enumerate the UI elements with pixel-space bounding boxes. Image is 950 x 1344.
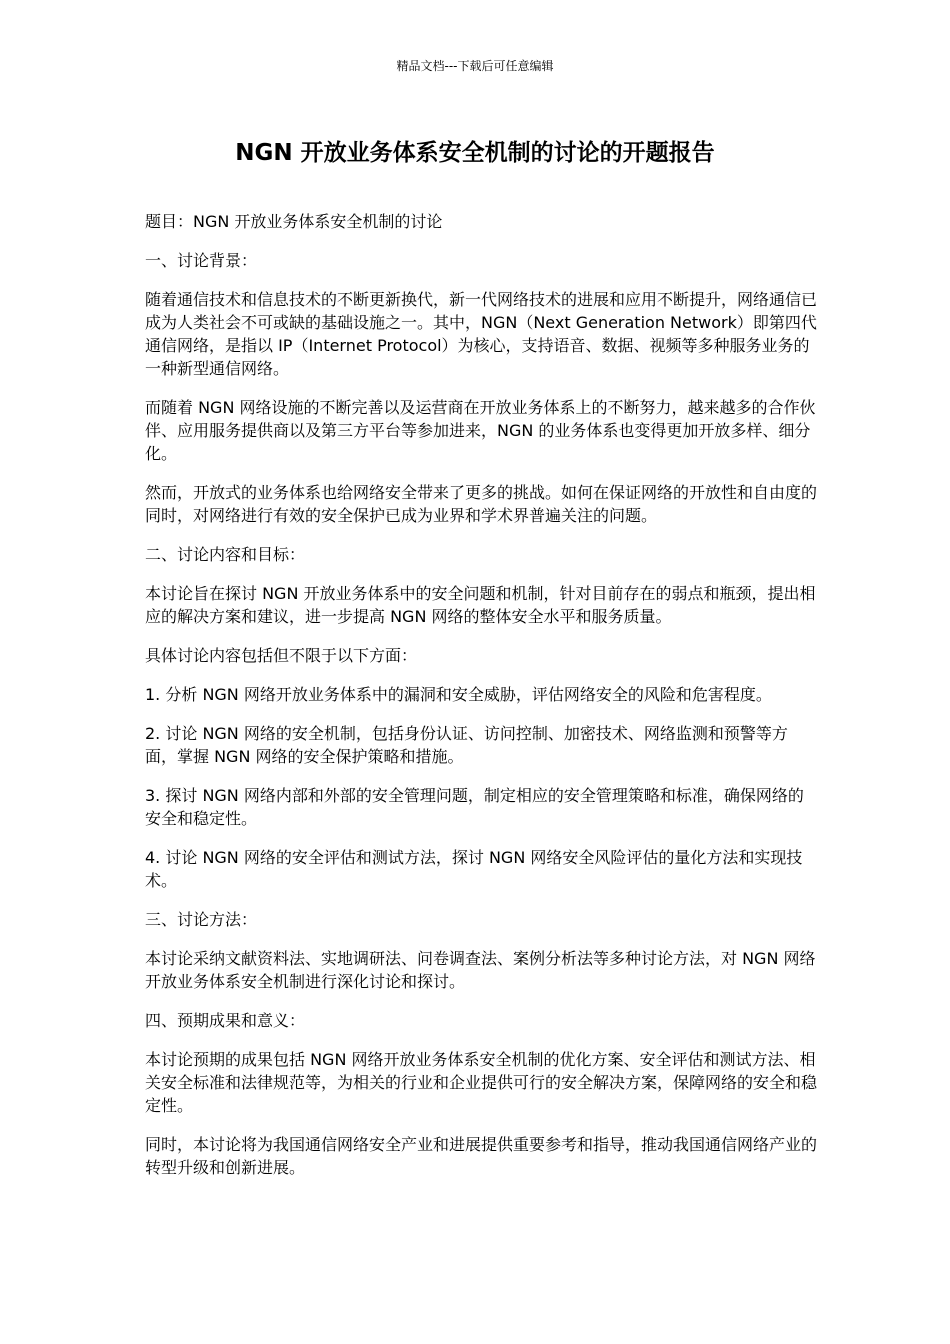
subject-line: 题目：NGN 开放业务体系安全机制的讨论 bbox=[145, 212, 443, 231]
document-title: NGN 开放业务体系安全机制的讨论的开题报告 bbox=[235, 140, 715, 166]
list-item: 4. 讨论 NGN 网络的安全评估和测试方法，探讨 NGN 网络安全风险评估的量化方法和实现技术。 bbox=[145, 848, 803, 890]
document-body bbox=[145, 210, 817, 1195]
body-paragraph: 随着通信技术和信息技术的不断更新换代，新一代网络技术的进展和应用不断提升，网络通信已成为人类社会不可或缺的基础设施之一。其中，NGN（Next Generation Network）即第四代通信网络，是指以 IP（Internet Protocol）为核心，支持语音、数据、视频等多种服务业务的一种新型通信网络。 bbox=[145, 290, 818, 378]
list-item: 1. 分析 NGN 网络开放业务体系中的漏洞和安全威胁，评估网络安全的风险和危害程度。 bbox=[145, 685, 772, 704]
section-heading-background: 一、讨论背景： bbox=[145, 251, 258, 270]
section-heading-content-goals: 二、讨论内容和目标： bbox=[145, 545, 306, 564]
body-paragraph: 本讨论旨在探讨 NGN 开放业务体系中的安全问题和机制，针对目前存在的弱点和瓶颈，提出相应的解决方案和建议，进一步提高 NGN 网络的整体安全水平和服务质量。 bbox=[145, 584, 816, 626]
body-paragraph: 同时，本讨论将为我国通信网络安全产业和进展提供重要参考和指导，推动我国通信网络产业的转型升级和创新进展。 bbox=[145, 1135, 818, 1177]
body-paragraph: 具体讨论内容包括但不限于以下方面： bbox=[145, 646, 418, 665]
body-paragraph: 然而，开放式的业务体系也给网络安全带来了更多的挑战。如何在保证网络的开放性和自由度的同时，对网络进行有效的安全保护已成为业界和学术界普遍关注的问题。 bbox=[145, 483, 818, 525]
body-paragraph: 而随着 NGN 网络设施的不断完善以及运营商在开放业务体系上的不断努力，越来越多的合作伙伴、应用服务提供商以及第三方平台等参加进来，NGN 的业务体系也变得更加开放多样、细分化。 bbox=[145, 398, 816, 463]
list-item: 3. 探讨 NGN 网络内部和外部的安全管理问题，制定相应的安全管理策略和标准，确保网络的安全和稳定性。 bbox=[145, 786, 804, 828]
section-heading-methods: 三、讨论方法： bbox=[145, 910, 258, 929]
body-paragraph: 本讨论采纳文献资料法、实地调研法、问卷调查法、案例分析法等多种讨论方法，对 NGN 网络开放业务体系安全机制进行深化讨论和探讨。 bbox=[145, 949, 816, 991]
header-note: 精品文档---下载后可任意编辑 bbox=[396, 59, 554, 73]
body-paragraph: 本讨论预期的成果包括 NGN 网络开放业务体系安全机制的优化方案、安全评估和测试方法、相关安全标准和法律规范等，为相关的行业和企业提供可行的安全解决方案，保障网络的安全和稳定性。 bbox=[145, 1050, 818, 1115]
list-item: 2. 讨论 NGN 网络的安全机制，包括身份认证、访问控制、加密技术、网络监测和预警等方面，掌握 NGN 网络的安全保护策略和措施。 bbox=[145, 724, 788, 766]
section-heading-outcomes: 四、预期成果和意义： bbox=[145, 1011, 306, 1030]
